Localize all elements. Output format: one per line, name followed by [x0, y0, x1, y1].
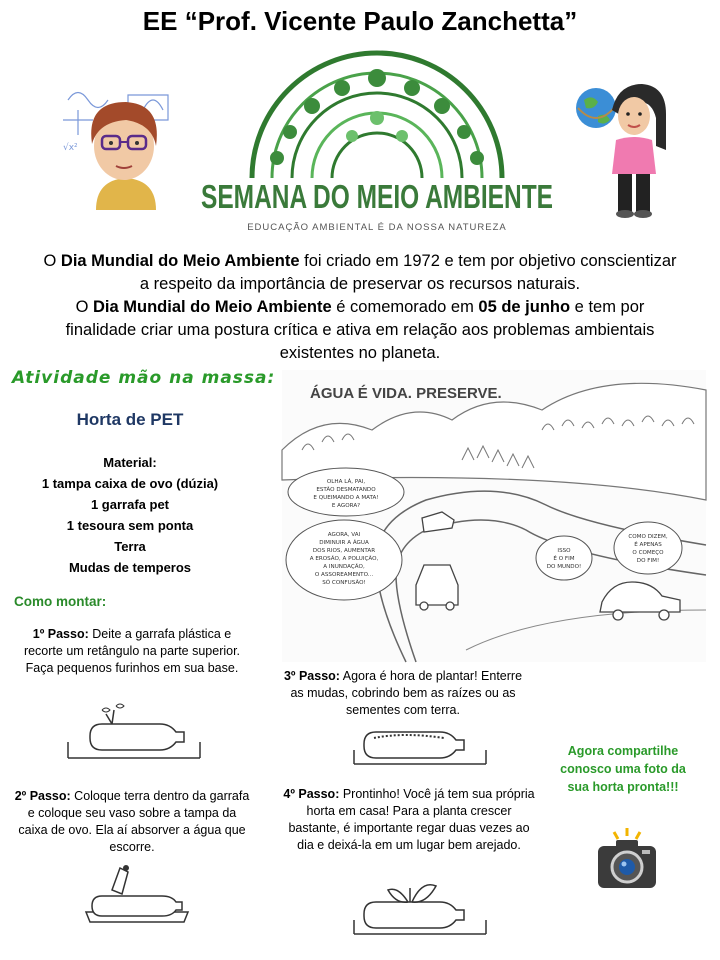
- project-title: Horta de PET: [76, 410, 184, 429]
- school-title: EE “Prof. Vicente Paulo Zanchetta”: [142, 6, 578, 36]
- material-item: 1 garrafa pet: [90, 497, 170, 512]
- material-item: Mudas de temperos: [68, 560, 192, 575]
- material-item: 1 tesoura sem ponta: [66, 518, 194, 533]
- step-2: 2º Passo: Coloque terra dentro da garrafa e coloque seu vaso sobre a tampa da caixa de ovo. Ela aí absorver a água que escorre.: [14, 789, 250, 854]
- bubble1-line: E QUEIMANDO A MATA!: [313, 495, 379, 501]
- material-item: 1 tampa caixa de ovo (dúzia): [41, 476, 219, 491]
- meio-ambiente-logo: [192, 48, 562, 236]
- intro-paragraph-1: O Dia Mundial do Meio Ambiente foi criado em 1972 e tem por objetivo conscientizar a respeito da importância de preservar os recursos naturais.: [43, 252, 677, 293]
- step-4: 4º Passo: Prontinho! Você já tem sua própria horta em casa! Para a planta crescer bastante, é importante regar duas vezes ao dia e deixá-la em um lugar bem arejado.: [283, 787, 535, 852]
- material-list: [10, 452, 250, 578]
- step-3: 3º Passo: Agora é hora de plantar! Enterre as mudas, cobrindo bem as raízes ou as sementes com terra.: [283, 669, 523, 717]
- bubble1-line: E AGORA?: [331, 503, 361, 509]
- bubble4-line: O COMEÇO: [632, 550, 664, 556]
- step-3-bottle-icon: [350, 724, 490, 774]
- material-item: Terra: [114, 539, 146, 554]
- share-message: Agora compartilhe conosco uma foto da sua horta pronta!!!: [560, 744, 686, 794]
- bubble2-line: DIMINUIR A ÁGUA: [319, 540, 369, 546]
- banner-tagline: EDUCAÇÃO AMBIENTAL É DA NOSSA NATUREZA: [247, 222, 507, 233]
- step-2-bottle-icon: [82, 860, 192, 926]
- bubble3-line: ISSO: [557, 548, 571, 554]
- water-poster: [282, 370, 706, 662]
- bubble1-line: ESTÃO DESMATANDO: [316, 487, 376, 493]
- step-4-bottle-icon: [350, 874, 490, 942]
- bubble2-line: A INUNDAÇÃO,: [323, 564, 365, 570]
- bubble1-line: OLHA LÁ, PAI,: [326, 479, 366, 485]
- poster-title: ÁGUA É VIDA. PRESERVE.: [310, 385, 502, 402]
- material-heading: Material:: [103, 455, 157, 470]
- bubble2-line: O ASSOREAMENTO...: [314, 572, 374, 578]
- step-1-bottle-icon: [64, 706, 204, 768]
- bubble2-line: SÓ CONFUSÃO!: [322, 580, 366, 586]
- banner-title: SEMANA DO MEIO AMBIENTE: [201, 178, 553, 215]
- bubble3-line: DO MUNDO!: [546, 564, 582, 570]
- bubble2-line: DOS RIOS, AUMENTAR: [312, 548, 376, 554]
- intro-text: [40, 250, 680, 365]
- bubble2-line: AGORA, VAI: [327, 532, 361, 538]
- teacher-avatar-right: [572, 80, 672, 222]
- camera-icon: [594, 826, 660, 892]
- svg-text:√x²: √x²: [63, 143, 78, 153]
- intro-paragraph-2: O Dia Mundial do Meio Ambiente é comemorado em 05 de junho e tem por finalidade criar uma postura crítica e ativa em relação aos problemas ambientais existentes no planeta.: [65, 298, 655, 362]
- teacher-avatar-left: [58, 80, 188, 210]
- how-to-heading: Como montar:: [14, 594, 107, 609]
- bubble2-line: A EROSÃO, A POLUIÇÃO,: [309, 556, 379, 562]
- bubble4-line: COMO DIZEM,: [628, 534, 668, 540]
- bubble3-line: É O FIM: [553, 556, 575, 562]
- activity-title: Atividade mão na massa:: [12, 368, 276, 388]
- step-1: 1º Passo: Deite a garrafa plástica e recorte um retângulo na parte superior. Faça pequenos furinhos em sua base.: [23, 627, 241, 675]
- bubble4-line: É APENAS: [634, 542, 662, 548]
- bubble4-line: DO FIM!: [636, 558, 660, 564]
